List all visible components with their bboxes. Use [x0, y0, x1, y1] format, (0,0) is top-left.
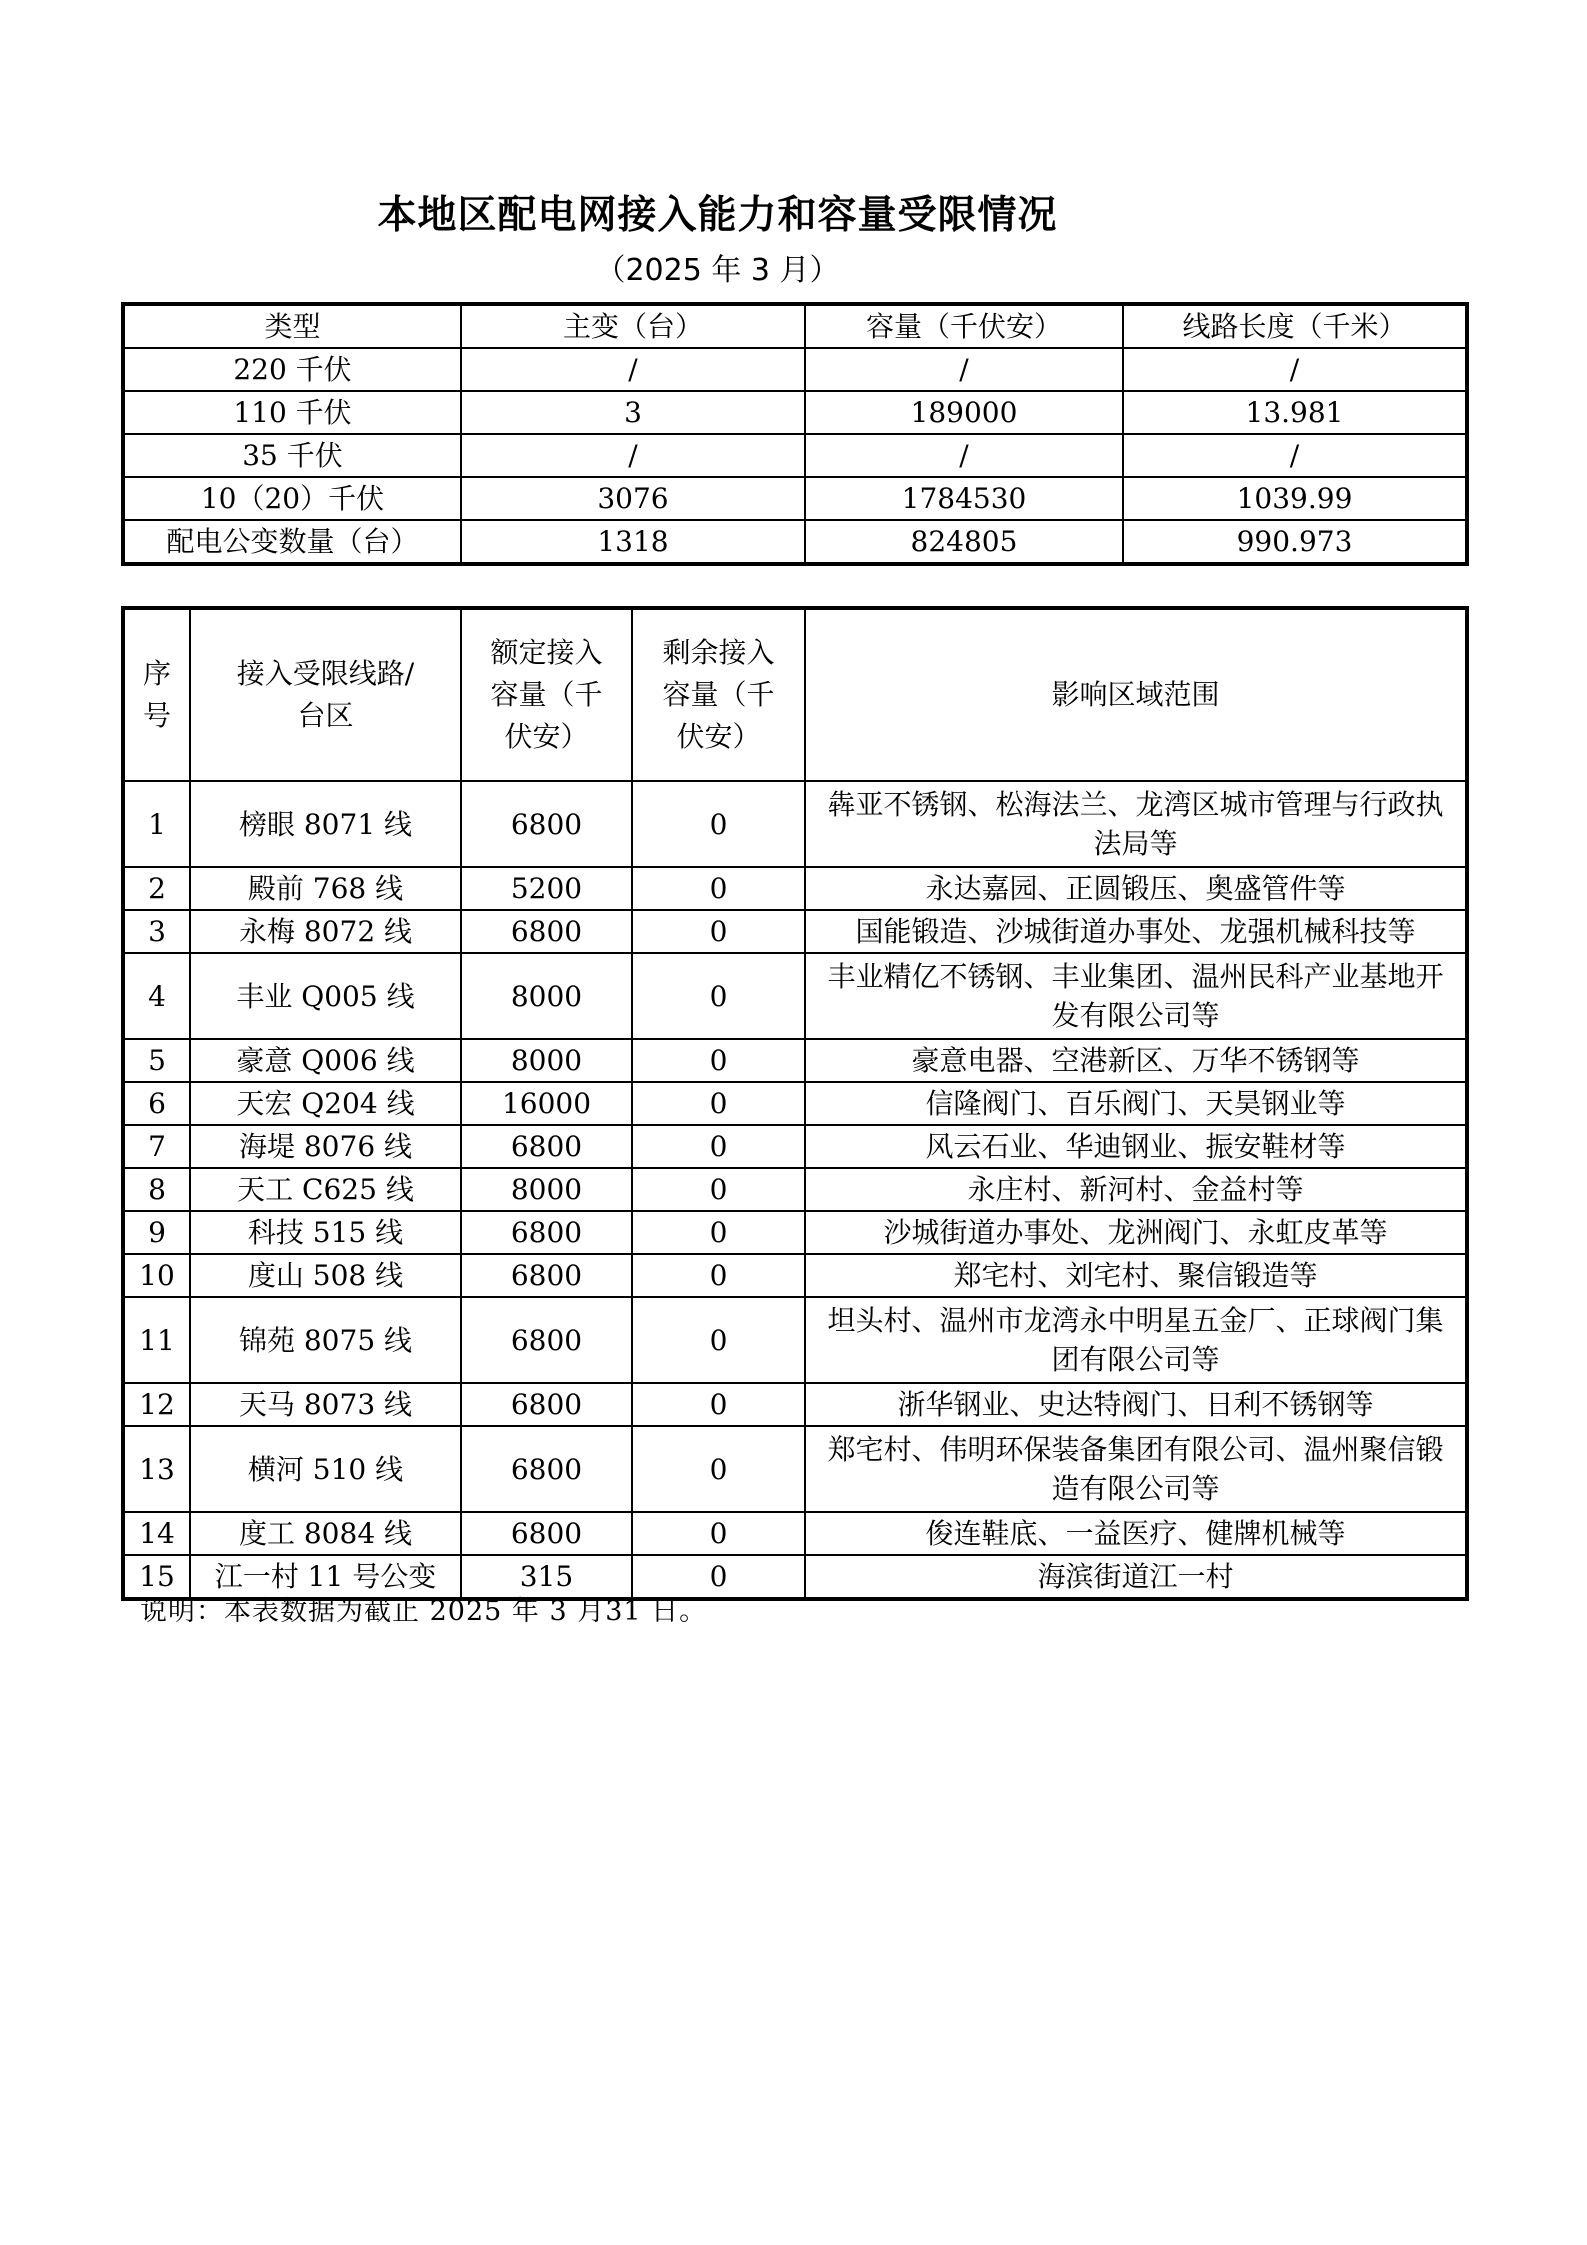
limits-cell-rated-capacity: 5200 [461, 867, 632, 910]
summary-cell-capacity: / [805, 348, 1123, 391]
limits-cell-area: 沙城街道办事处、龙洲阀门、永虹皮革等 [805, 1211, 1467, 1254]
summary-row [123, 348, 1467, 391]
limits-table [121, 606, 1469, 1601]
limits-cell-rated-capacity: 6800 [461, 1125, 632, 1168]
limits-cell-area: 风云石业、华迪钢业、振安鞋材等 [805, 1125, 1467, 1168]
limits-cell-line: 豪意 Q006 线 [190, 1039, 461, 1082]
summary-header-row [123, 304, 1467, 348]
summary-cell-type: 35 千伏 [123, 434, 461, 477]
document-subtitle: （2025 年 3 月） [595, 253, 840, 288]
limits-cell-area: 永达嘉园、正圆锻压、奥盛管件等 [805, 867, 1467, 910]
summary-cell-type: 110 千伏 [123, 391, 461, 434]
limits-cell-rated-capacity: 6800 [461, 1211, 632, 1254]
limits-cell-index: 1 [123, 781, 190, 867]
limits-cell-line: 榜眼 8071 线 [190, 781, 461, 867]
limits-cell-remaining-capacity: 0 [632, 953, 805, 1039]
limits-cell-rated-capacity: 6800 [461, 1383, 632, 1426]
limits-cell-area: 信隆阀门、百乐阀门、天昊钢业等 [805, 1082, 1467, 1125]
limits-cell-line: 科技 515 线 [190, 1211, 461, 1254]
limits-cell-rated-capacity: 315 [461, 1555, 632, 1599]
limits-cell-area: 郑宅村、伟明环保装备集团有限公司、温州聚信锻造有限公司等 [805, 1426, 1467, 1512]
limits-header-index: 序号 [123, 608, 190, 781]
summary-cell-transformers: / [461, 434, 805, 477]
limits-cell-area: 俊连鞋底、一益医疗、健牌机械等 [805, 1512, 1467, 1555]
limits-header-line: 接入受限线路/台区 [190, 608, 461, 781]
limits-cell-remaining-capacity: 0 [632, 910, 805, 953]
limits-cell-line: 度山 508 线 [190, 1254, 461, 1297]
summary-cell-line-length: / [1123, 348, 1467, 391]
table-row [123, 1082, 1467, 1125]
limits-cell-index: 10 [123, 1254, 190, 1297]
limits-cell-remaining-capacity: 0 [632, 1555, 805, 1599]
limits-cell-index: 15 [123, 1555, 190, 1599]
limits-cell-index: 11 [123, 1297, 190, 1383]
limits-cell-index: 3 [123, 910, 190, 953]
limits-cell-line: 天工 C625 线 [190, 1168, 461, 1211]
limits-cell-index: 2 [123, 867, 190, 910]
limits-cell-remaining-capacity: 0 [632, 1297, 805, 1383]
limits-cell-index: 8 [123, 1168, 190, 1211]
limits-cell-index: 9 [123, 1211, 190, 1254]
limits-cell-rated-capacity: 16000 [461, 1082, 632, 1125]
limits-cell-area: 郑宅村、刘宅村、聚信锻造等 [805, 1254, 1467, 1297]
limits-cell-remaining-capacity: 0 [632, 1082, 805, 1125]
limits-cell-area: 豪意电器、空港新区、万华不锈钢等 [805, 1039, 1467, 1082]
limits-header-rated-capacity: 额定接入容量（千伏安） [461, 608, 632, 781]
summary-cell-transformers: 1318 [461, 520, 805, 564]
limits-cell-line: 永梅 8072 线 [190, 910, 461, 953]
table-row [123, 1211, 1467, 1254]
summary-header-line-length: 线路长度（千米） [1123, 304, 1467, 348]
limits-cell-index: 7 [123, 1125, 190, 1168]
limits-cell-area: 永庄村、新河村、金益村等 [805, 1168, 1467, 1211]
limits-cell-remaining-capacity: 0 [632, 1426, 805, 1512]
table-row [123, 1254, 1467, 1297]
limits-cell-remaining-capacity: 0 [632, 1168, 805, 1211]
limits-cell-remaining-capacity: 0 [632, 781, 805, 867]
limits-cell-line: 丰业 Q005 线 [190, 953, 461, 1039]
limits-cell-line: 天宏 Q204 线 [190, 1082, 461, 1125]
limits-cell-index: 14 [123, 1512, 190, 1555]
summary-header-capacity: 容量（千伏安） [805, 304, 1123, 348]
summary-cell-line-length: / [1123, 434, 1467, 477]
limits-cell-remaining-capacity: 0 [632, 1512, 805, 1555]
summary-cell-line-length: 13.981 [1123, 391, 1467, 434]
summary-cell-transformers: / [461, 348, 805, 391]
table-row [123, 867, 1467, 910]
table-row [123, 1512, 1467, 1555]
limits-cell-index: 4 [123, 953, 190, 1039]
summary-row [123, 520, 1467, 564]
limits-cell-area: 丰业精亿不锈钢、丰业集团、温州民科产业基地开发有限公司等 [805, 953, 1467, 1039]
limits-cell-area: 国能锻造、沙城街道办事处、龙强机械科技等 [805, 910, 1467, 953]
limits-cell-rated-capacity: 8000 [461, 1168, 632, 1211]
table-row [123, 1039, 1467, 1082]
limits-cell-index: 13 [123, 1426, 190, 1512]
limits-header-area: 影响区域范围 [805, 608, 1467, 781]
summary-cell-transformers: 3 [461, 391, 805, 434]
summary-cell-line-length: 990.973 [1123, 520, 1467, 564]
table-row [123, 1125, 1467, 1168]
limits-cell-line: 殿前 768 线 [190, 867, 461, 910]
limits-cell-rated-capacity: 6800 [461, 781, 632, 867]
table-row [123, 1555, 1467, 1599]
table-row [123, 1426, 1467, 1512]
limits-cell-line: 天马 8073 线 [190, 1383, 461, 1426]
summary-row [123, 477, 1467, 520]
limits-cell-remaining-capacity: 0 [632, 1039, 805, 1082]
limits-cell-rated-capacity: 6800 [461, 1254, 632, 1297]
limits-cell-remaining-capacity: 0 [632, 1254, 805, 1297]
limits-cell-area: 坦头村、温州市龙湾永中明星五金厂、正球阀门集团有限公司等 [805, 1297, 1467, 1383]
limits-cell-remaining-capacity: 0 [632, 867, 805, 910]
limits-cell-rated-capacity: 8000 [461, 1039, 632, 1082]
summary-row [123, 434, 1467, 477]
limits-cell-line: 横河 510 线 [190, 1426, 461, 1512]
summary-cell-capacity: / [805, 434, 1123, 477]
document-title: 本地区配电网接入能力和容量受限情况 [377, 193, 1058, 238]
limits-cell-line: 江一村 11 号公变 [190, 1555, 461, 1599]
limits-cell-area: 犇亚不锈钢、松海法兰、龙湾区城市管理与行政执法局等 [805, 781, 1467, 867]
table-row [123, 1297, 1467, 1383]
limits-cell-line: 锦苑 8075 线 [190, 1297, 461, 1383]
limits-cell-index: 5 [123, 1039, 190, 1082]
limits-cell-area: 海滨街道江一村 [805, 1555, 1467, 1599]
limits-cell-remaining-capacity: 0 [632, 1211, 805, 1254]
limits-header-row [123, 608, 1467, 781]
limits-cell-rated-capacity: 6800 [461, 1297, 632, 1383]
table-row [123, 1383, 1467, 1426]
table-note: 说明：本表数据为截止 2025 年 3 月31 日。 [140, 1596, 708, 1627]
summary-cell-type: 配电公变数量（台） [123, 520, 461, 564]
limits-cell-line: 度工 8084 线 [190, 1512, 461, 1555]
summary-cell-capacity: 1784530 [805, 477, 1123, 520]
summary-cell-line-length: 1039.99 [1123, 477, 1467, 520]
summary-table [121, 302, 1469, 566]
summary-cell-type: 220 千伏 [123, 348, 461, 391]
limits-cell-line: 海堤 8076 线 [190, 1125, 461, 1168]
summary-cell-capacity: 824805 [805, 520, 1123, 564]
limits-cell-remaining-capacity: 0 [632, 1125, 805, 1168]
summary-cell-transformers: 3076 [461, 477, 805, 520]
summary-cell-capacity: 189000 [805, 391, 1123, 434]
limits-cell-rated-capacity: 6800 [461, 1512, 632, 1555]
table-row [123, 1168, 1467, 1211]
summary-header-transformers: 主变（台） [461, 304, 805, 348]
limits-cell-rated-capacity: 6800 [461, 910, 632, 953]
summary-cell-type: 10（20）千伏 [123, 477, 461, 520]
limits-cell-index: 12 [123, 1383, 190, 1426]
limits-cell-area: 浙华钢业、史达特阀门、日利不锈钢等 [805, 1383, 1467, 1426]
table-row [123, 781, 1467, 867]
limits-cell-remaining-capacity: 0 [632, 1383, 805, 1426]
limits-cell-rated-capacity: 6800 [461, 1426, 632, 1512]
limits-cell-rated-capacity: 8000 [461, 953, 632, 1039]
limits-cell-index: 6 [123, 1082, 190, 1125]
limits-header-remaining-capacity: 剩余接入容量（千伏安） [632, 608, 805, 781]
summary-header-type: 类型 [123, 304, 461, 348]
summary-row [123, 391, 1467, 434]
table-row [123, 953, 1467, 1039]
table-row [123, 910, 1467, 953]
